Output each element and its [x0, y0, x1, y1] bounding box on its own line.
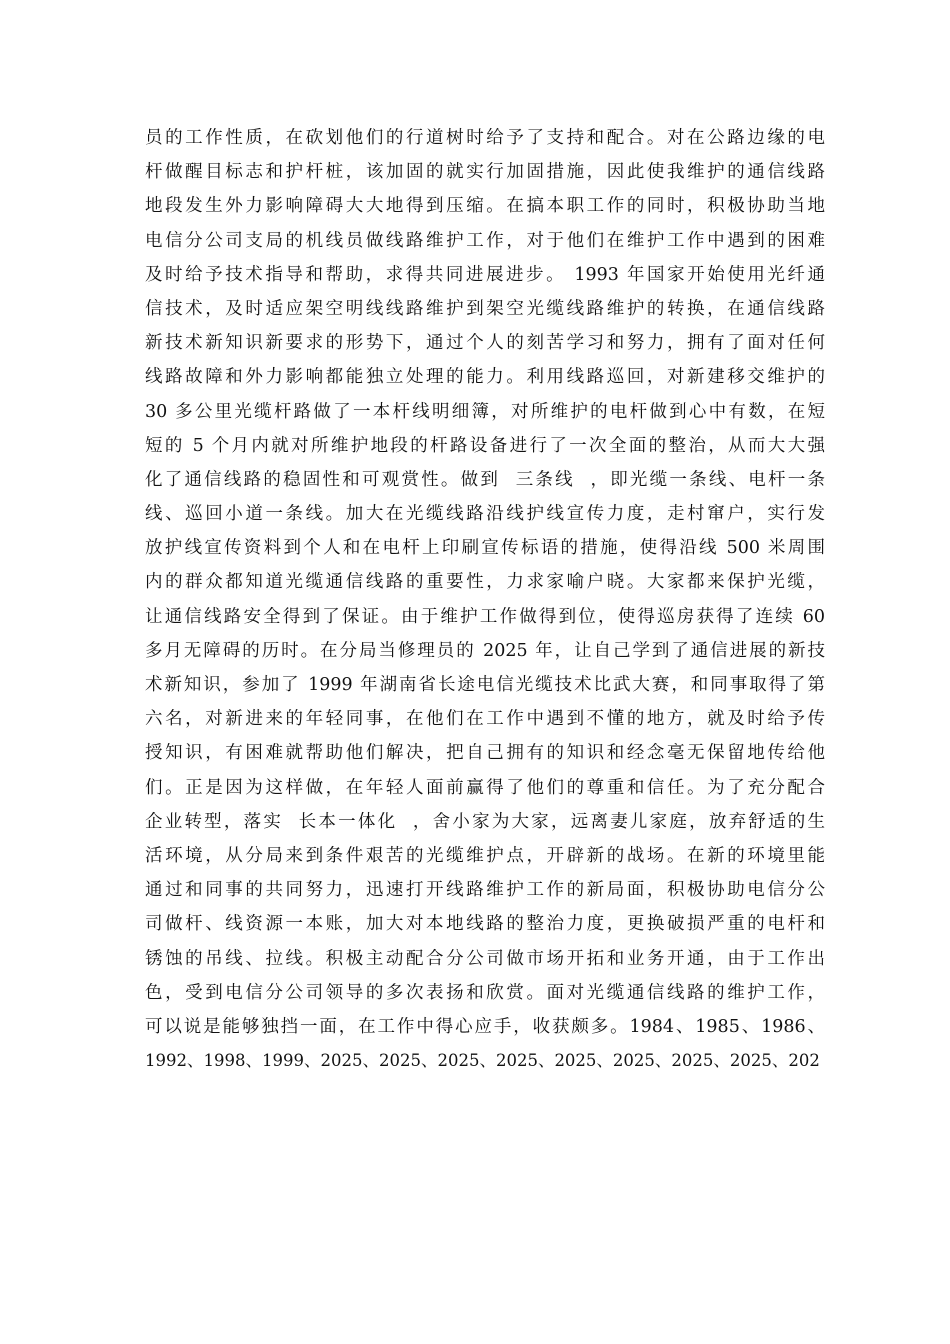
text-line: 杆做醒目标志和护杆桩，该加固的就实行加固措施，因此使我维护的通信线路: [145, 162, 825, 183]
text-line: 地段发生外力影响障碍大大地得到压缩。在搞本职工作的同时，积极协助当地: [145, 196, 825, 217]
text-line: 让通信线路安全得到了保证。由于维护工作做得到位，使得巡房获得了连续 60: [145, 606, 825, 627]
text-line: 活环境，从分局来到条件艰苦的光缆维护点，开辟新的战场。在新的环境里能: [145, 845, 825, 866]
text-line: 可以说是能够独挡一面，在工作中得心应手，收获颇多。1984、1985、1986、: [145, 1016, 825, 1037]
text-line: 通过和同事的共同努力，迅速打开线路维护工作的新局面，积极协助电信分公: [145, 880, 825, 901]
text-line: 及时给予技术指导和帮助，求得共同进展进步。 1993 年国家开始使用光纤通: [145, 264, 825, 285]
text-line: 术新知识，参加了 1999 年湖南省长途电信光缆技术比武大赛，和同事取得了第: [145, 675, 825, 695]
text-line: 线路故障和外力影响都能独立处理的能力。利用线路巡回，对新建移交维护的: [145, 367, 825, 388]
text-line: 企业转型，落实 长本一体化 ，舍小家为大家，远离妻儿家庭，放弃舒适的生: [145, 811, 825, 832]
text-line: 内的群众都知道光缆通信线路的重要性，力求家喻户晓。大家都来保护光缆，: [145, 572, 825, 593]
text-line: 多月无障碍的历时。在分局当修理员的 2025 年，让自己学到了通信进展的新技: [145, 640, 825, 661]
text-line: 信技术，及时适应架空明线线路维护到架空光缆线路维护的转换，在通信线路: [145, 298, 825, 319]
text-line: 放护线宣传资料到个人和在电杆上印刷宣传标语的措施，使得沿线 500 米周围: [145, 538, 825, 559]
text-line: 六名，对新进来的年轻同事，在他们在工作中遇到不懂的地方，就及时给予传: [145, 709, 825, 730]
text-line: 锈蚀的吊线、拉线。积极主动配合分公司做市场开拓和业务开通，由于工作出: [145, 948, 825, 969]
text-line: 们。正是因为这样做，在年轻人面前赢得了他们的尊重和信任。为了充分配合: [145, 777, 825, 798]
text-line: 30 多公里光缆杆路做了一本杆线明细簿，对所维护的电杆做到心中有数，在短: [145, 401, 825, 422]
text-line: 授知识，有困难就帮助他们解决，把自己拥有的知识和经念毫无保留地传给他: [145, 743, 825, 764]
text-line: 线、巡回小道一条线。加大在光缆线路沿线护线宣传力度，走村窜户，实行发: [145, 504, 825, 525]
body-paragraph: [145, 121, 825, 1078]
text-line: 电信分公司支局的机线员做线路维护工作，对于他们在维护工作中遇到的困难: [145, 230, 825, 251]
text-line: 短的 5 个月内就对所维护地段的杆路设备进行了一次全面的整治，从而大大强: [145, 435, 825, 456]
text-line: 员的工作性质，在砍划他们的行道树时给予了支持和配合。对在公路边缘的电: [145, 128, 825, 148]
text-line: 色，受到电信分公司领导的多次表扬和欣赏。面对光缆通信线路的维护工作，: [145, 982, 825, 1003]
text-line: 新技术新知识新要求的形势下，通过个人的刻苦学习和努力，拥有了面对任何: [145, 333, 825, 354]
text-line: 1992、1998、1999、2025、2025、2025、2025、2025、2025、2025、2025、202: [145, 1051, 820, 1071]
text-line: 化了通信线路的稳固性和可观赏性。做到 三条线 ，即光缆一条线、电杆一条: [145, 469, 825, 490]
text-line: 司做杆、线资源一本账，加大对本地线路的整治力度，更换破损严重的电杆和: [145, 914, 825, 935]
